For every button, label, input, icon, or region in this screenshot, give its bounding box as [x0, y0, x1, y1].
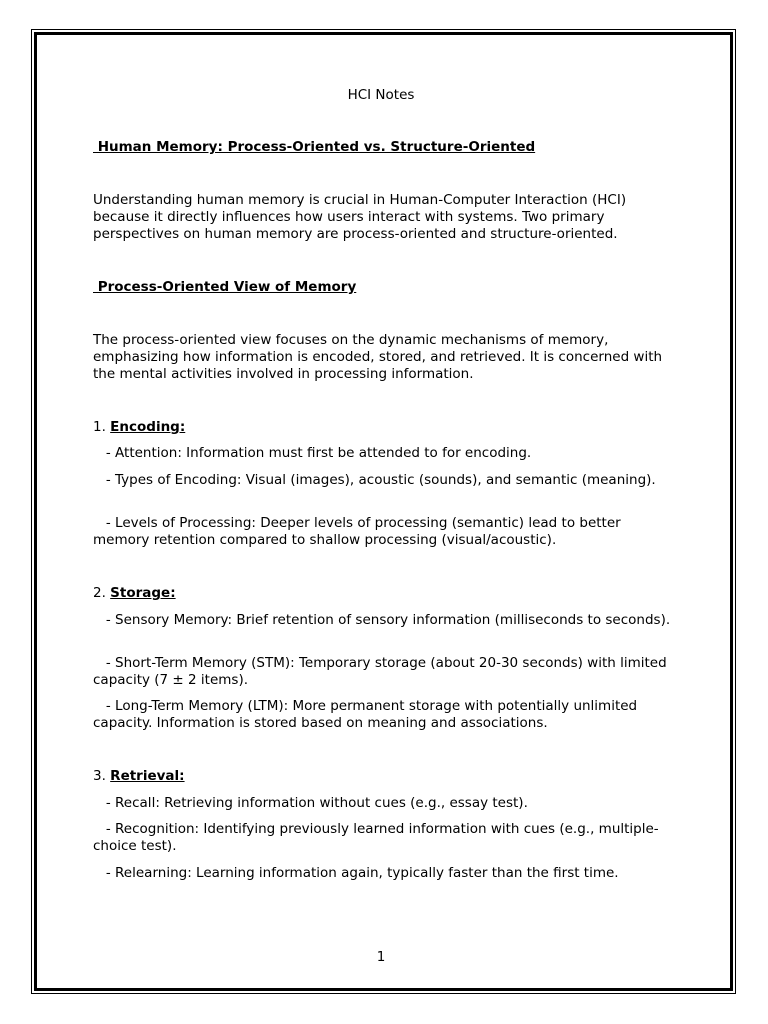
list-item: - Recall: Retrieving information without cues (e.g., essay test).: [93, 795, 528, 811]
section-label: Storage:: [110, 585, 176, 601]
list-item: - Short-Term Memory (STM): Temporary storage (about 20-30 seconds) with limited capacity (7 ± 2 items).: [93, 655, 671, 688]
section-number: 3.: [93, 768, 111, 784]
list-item: - Sensory Memory: Brief retention of sensory information (milliseconds to seconds).: [93, 612, 671, 628]
list-item: - Relearning: Learning information again, typically faster than the first time.: [93, 865, 619, 881]
list-item: - Attention: Information must first be attended to for encoding.: [93, 445, 532, 461]
section-retrieval-title: [93, 768, 185, 785]
process-intro-paragraph: The process-oriented view focuses on the dynamic mechanisms of memory, emphasizing how information is encoded, stored, and retrieved. It is concerned with the mental activities involved in processing information.: [93, 332, 663, 382]
section-number: 1.: [93, 419, 111, 435]
process-heading: Process-Oriented View of Memory: [93, 279, 357, 295]
list-item: - Levels of Processing: Deeper levels of processing (semantic) lead to better memory retention compared to shallow processing (visual/acoustic).: [93, 515, 625, 548]
section-number: 2.: [93, 585, 111, 601]
list-item: - Recognition: Identifying previously learned information with cues (e.g., multiple-choice test).: [93, 821, 659, 854]
document-title: HCI Notes: [347, 87, 415, 103]
section-label: Retrieval:: [110, 768, 185, 784]
list-item: - Types of Encoding: Visual (images), acoustic (sounds), and semantic (meaning).: [93, 472, 656, 488]
list-item: - Long-Term Memory (LTM): More permanent storage with potentially unlimited capacity. Information is stored based on meaning and associations.: [93, 698, 642, 731]
intro-paragraph: Understanding human memory is crucial in Human-Computer Interaction (HCI) because it directly influences how users interact with systems. Two primary perspectives on human memory are process-oriented and structure-oriented.: [93, 192, 627, 242]
main-heading: Human Memory: Process-Oriented vs. Structure-Oriented: [93, 139, 536, 155]
page-number: 1: [376, 949, 386, 965]
section-label: Encoding:: [110, 419, 186, 435]
section-encoding-title: [93, 419, 185, 436]
section-storage-title: [93, 585, 176, 602]
